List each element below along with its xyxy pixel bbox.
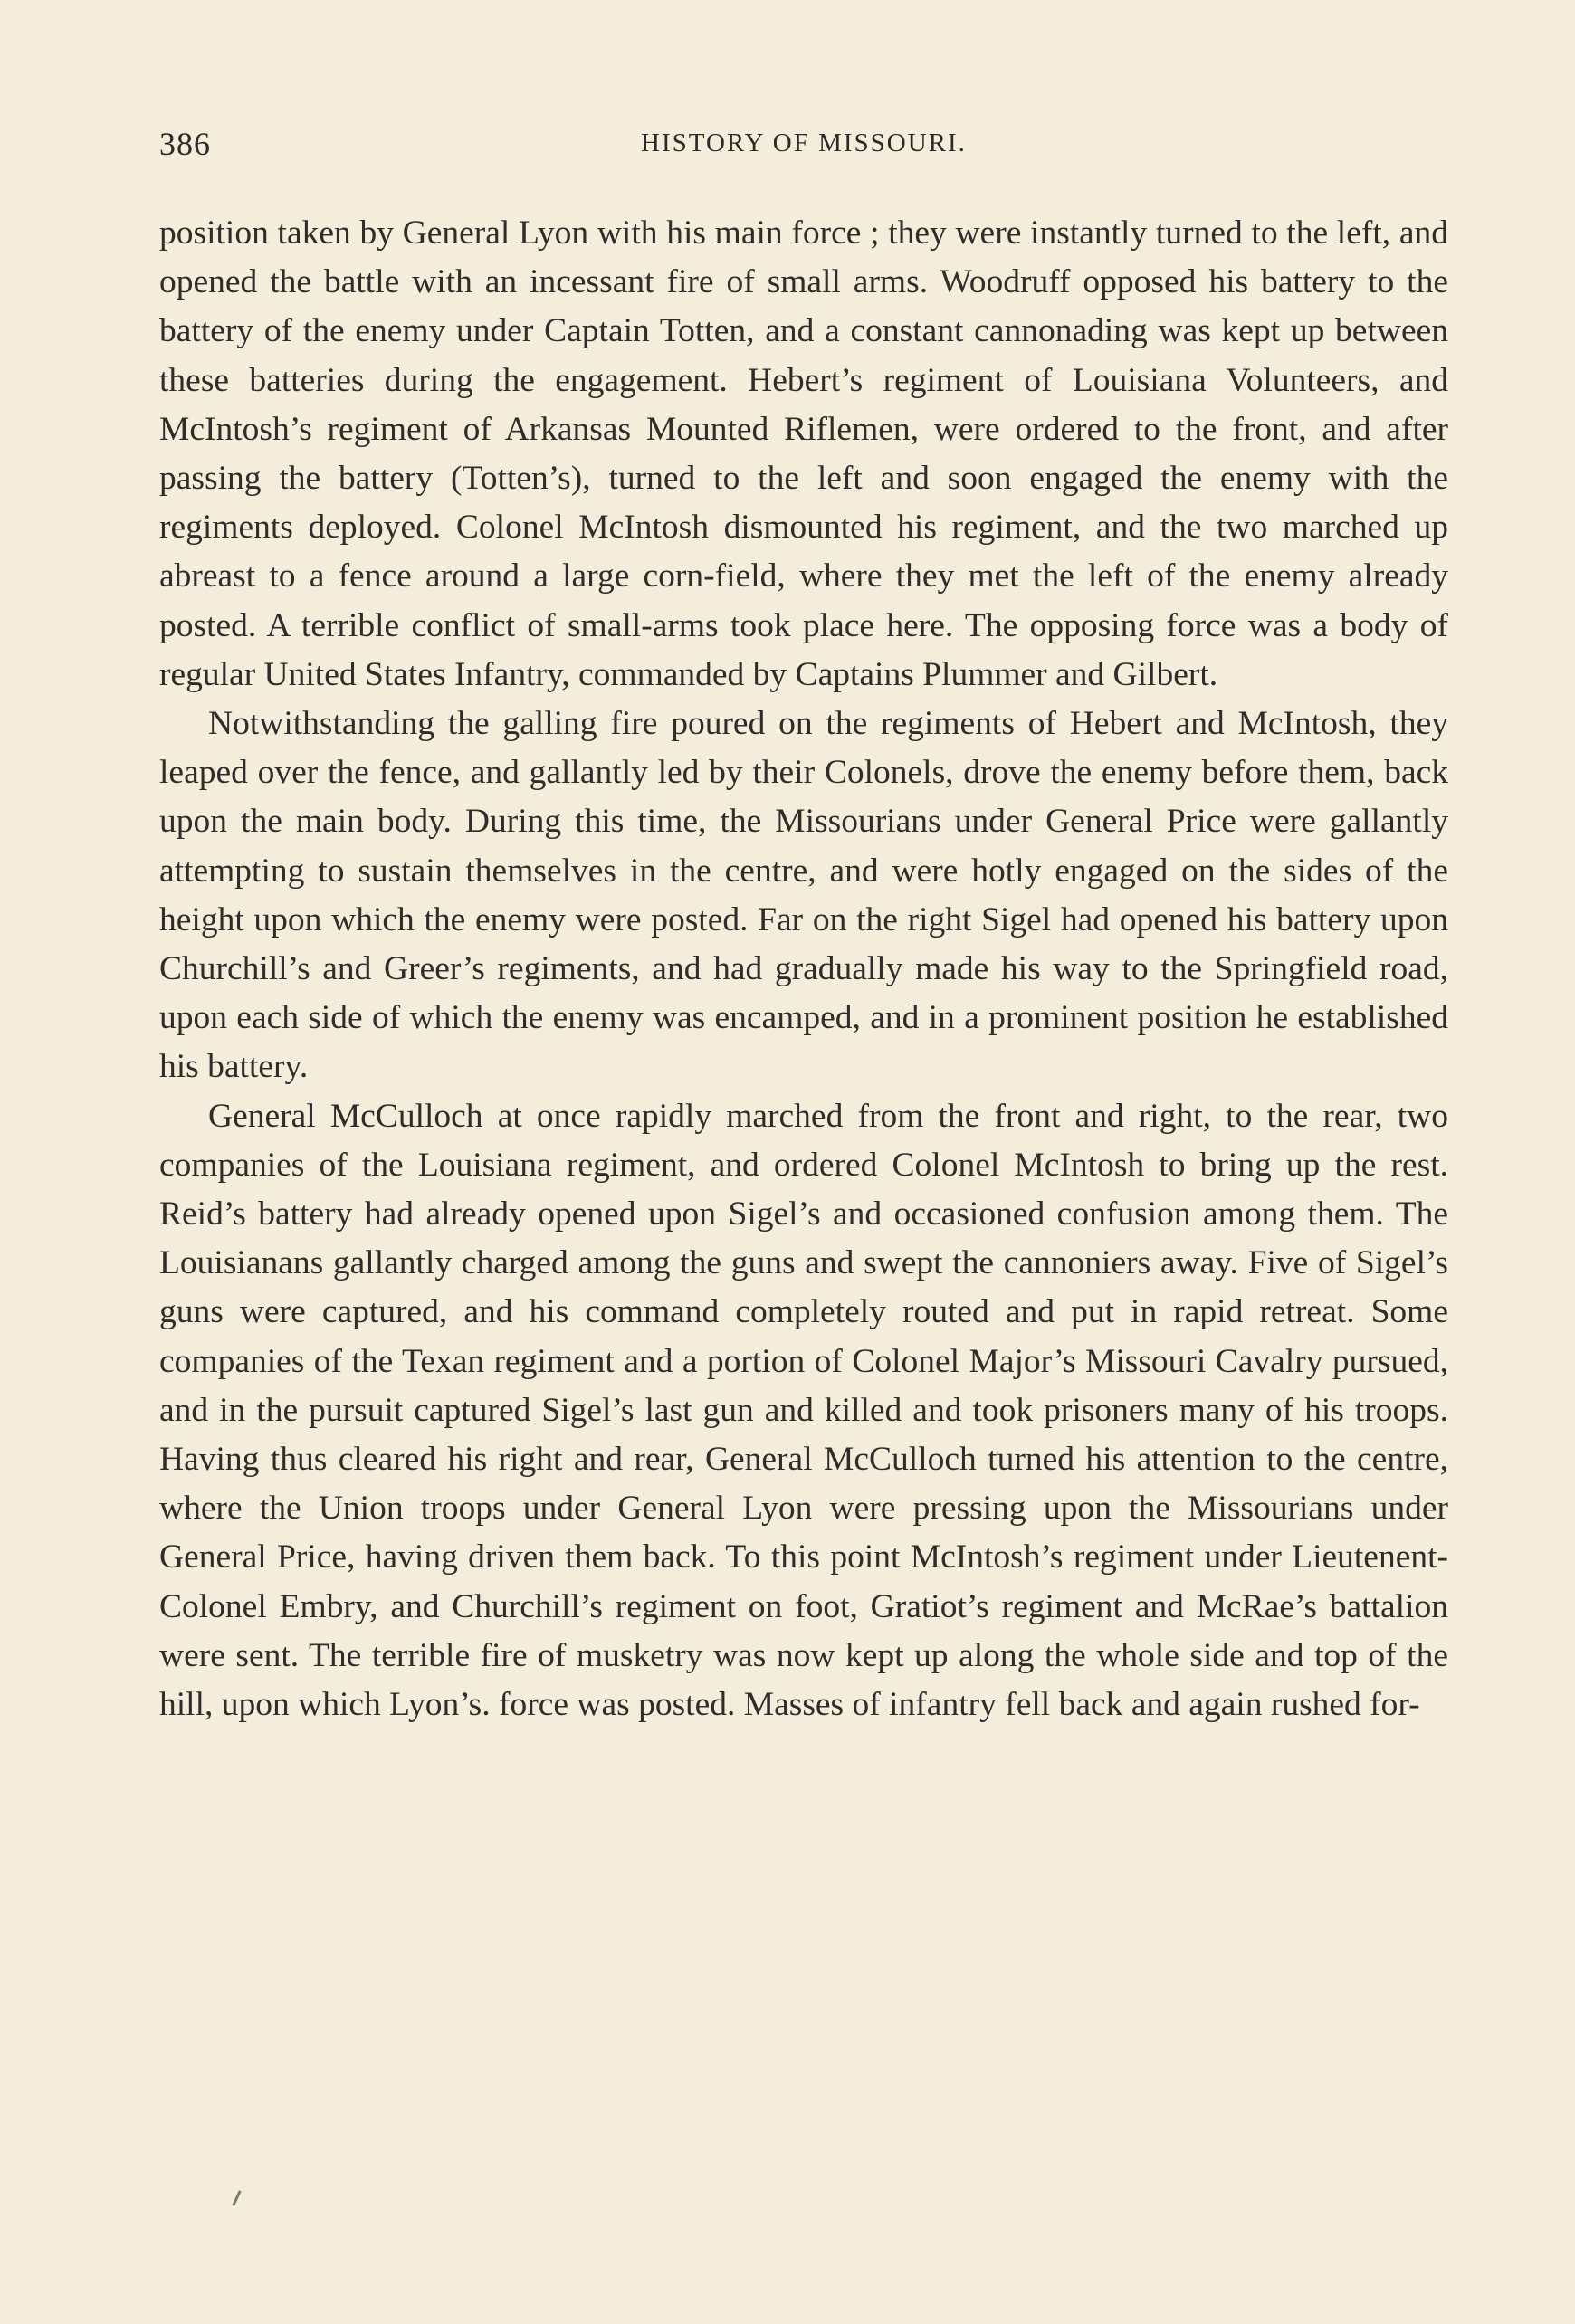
paragraph: General McCulloch at once rapidly marched from the front and right, to the rear, two companies of the Louisiana regiment, and ordered Colonel McIntosh to bring up the rest. Reid’s battery had already opened upon Sigel’s and occasioned confusion among them. The Louisianans gallantly charged among the guns and swept the cannoniers away. Five of Sigel’s guns were captured, and his command completely routed and put in rapid retreat. Some companies of the Texan regiment and a portion of Colonel Major’s Missouri Cavalry pursued, and in the pursuit captured Sigel’s last gun and killed and took prisoners many of his troops. Having thus cleared his right and rear, General McCulloch turned his attention to the centre, where the Union troops under General Lyon were pressing upon the Missourians under General Price, having driven them back. To this point McIntosh’s regiment under Lieutenent-Colonel Embry, and Churchill’s regiment on foot, Gratiot’s regiment and McRae’s battalion were sent. The terrible fire of musketry was now kept up along the whole side and top of the hill, upon which Lyon’s. force was posted. Masses of infantry fell back and again rushed for- [159, 1097, 1448, 1724]
paragraph-continued: position taken by General Lyon with his main force ; they were instantly turned to the left, and opened the battle with an incessant fire of small arms. Woodruff opposed his battery to the battery of the enemy under Captain Totten, and a constant cannonading was kept up between these batteries during the engagement. Hebert’s regiment of Louisiana Volunteers, and McIntosh’s regiment of Arkansas Mounted Riflemen, were ordered to the front, and after passing the battery (Totten’s), turned to the left and soon engaged the enemy with the regiments deployed. Colonel McIntosh dismounted his regiment, and the two marched up abreast to a fence around a large corn-field, where they met the left of the enemy already posted. A terrible conflict of small-arms took place here. The opposing force was a body of regular United States Infantry, commanded by Captains Plummer and Gilbert. [159, 214, 1448, 693]
page-number: 386 [159, 126, 211, 162]
running-head: HISTORY OF MISSOURI. [641, 129, 967, 157]
stray-ink-mark [232, 2190, 241, 2206]
paragraph: Notwithstanding the galling fire poured on the regiments of Hebert and McIntosh, they leaped over the fence, and gallantly led by their Colonels, drove the enemy before them, back upon the main body. During this time, the Missourians under General Price were gallantly attempting to sustain themselves in the centre, and were hotly engaged on the sides of the height upon which the enemy were posted. Far on the right Sigel had opened his battery upon Churchill’s and Greer’s regiments, and had gradually made his way to the Springfield road, upon each side of which the enemy was encamped, and in a prominent position he established his battery. [159, 705, 1448, 1086]
body-text [159, 209, 1448, 1729]
page-header [159, 125, 1448, 170]
